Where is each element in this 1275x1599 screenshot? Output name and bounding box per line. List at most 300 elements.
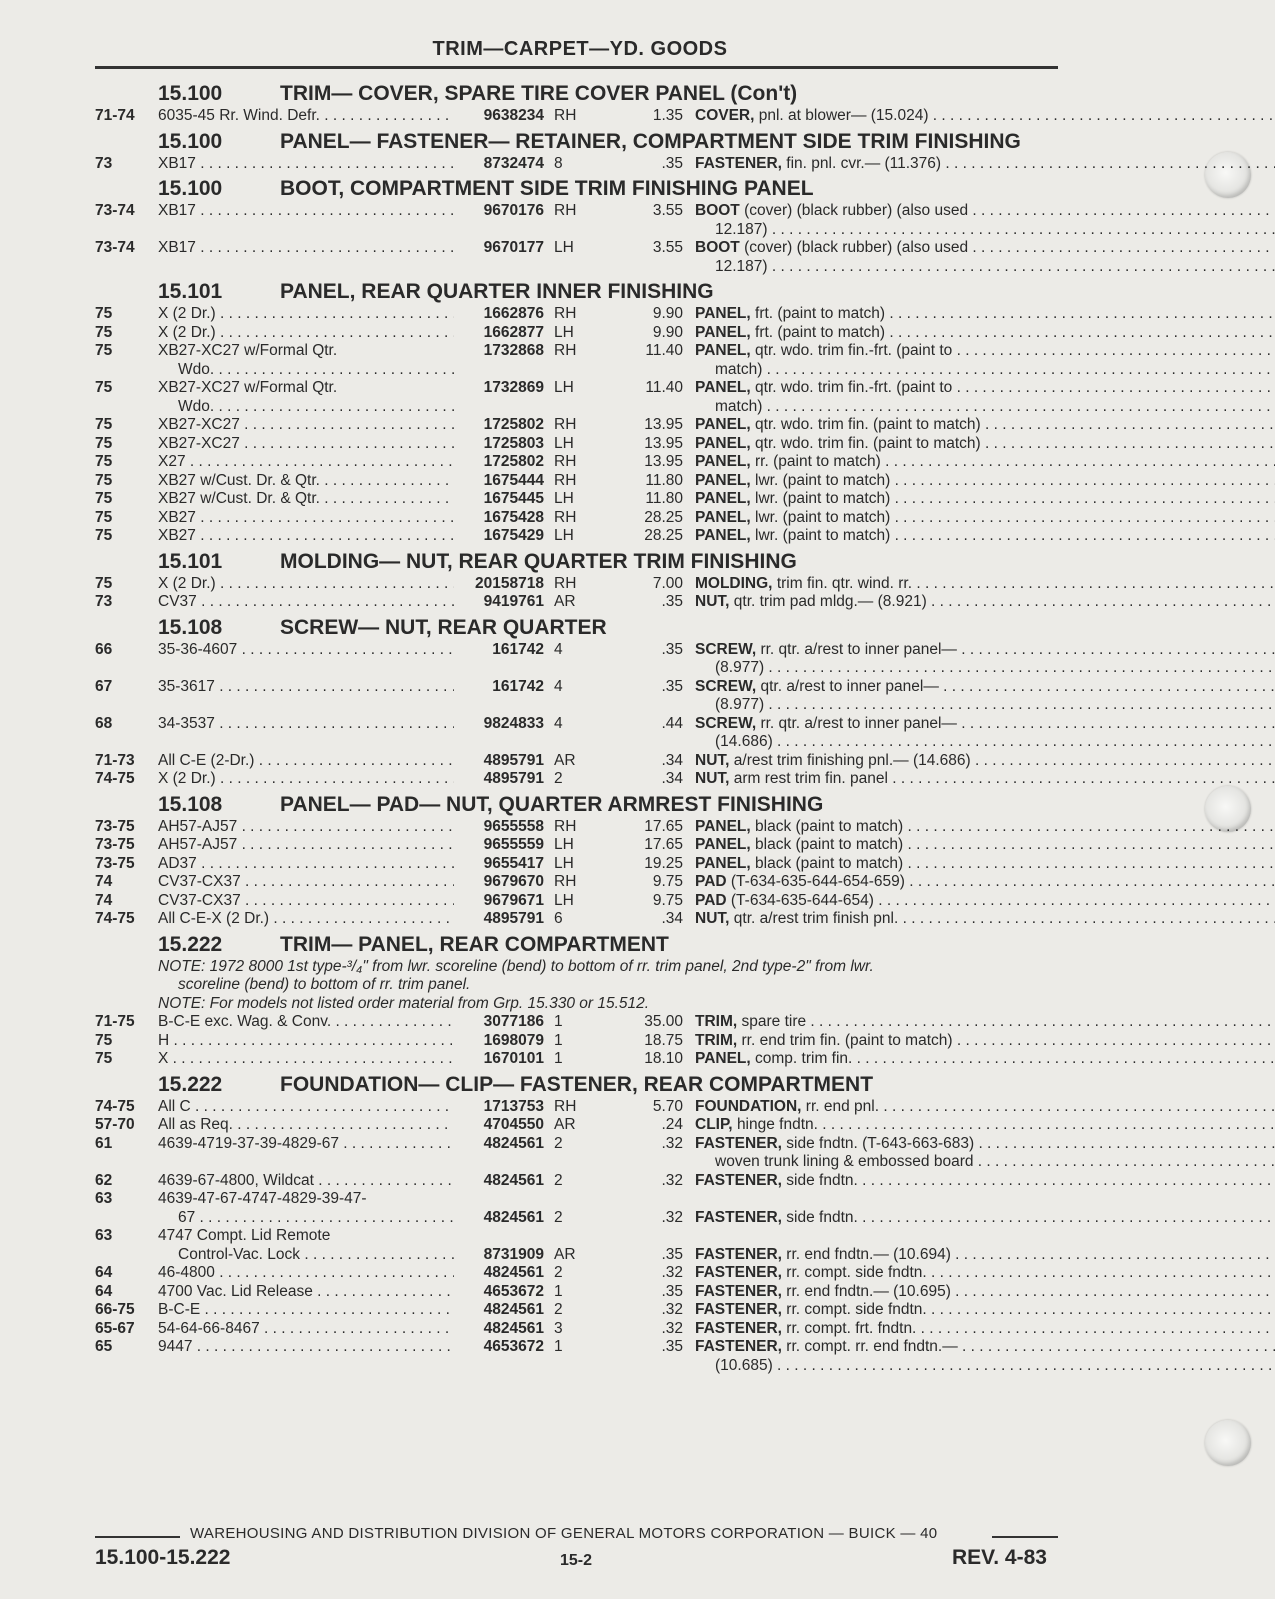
quantity-cell [550, 155, 616, 174]
price: .34 [661, 751, 683, 769]
description-line [695, 1301, 1275, 1320]
description-name: PANEL, [695, 817, 751, 835]
model-code [158, 1172, 454, 1191]
model-line: CV37 . . . [158, 593, 454, 612]
model-line: AH57-AJ57 . . . [158, 818, 454, 837]
section-number: 15.100 [158, 82, 223, 105]
description-line [695, 1116, 1275, 1135]
description [691, 873, 1275, 892]
price: 18.75 [644, 1031, 683, 1049]
model-code [158, 836, 454, 855]
model-code [158, 1098, 454, 1117]
part-number-cell [454, 305, 550, 324]
part-row [95, 575, 1058, 594]
model-year: 65-67 [95, 1319, 135, 1337]
model-code [158, 379, 454, 416]
part-number: 1732868 [483, 342, 544, 359]
description [691, 1135, 1275, 1172]
price: .44 [661, 714, 683, 732]
section-title: PANEL— FASTENER— RETAINER, COMPARTMENT SIDE TRIM FINISHING [280, 129, 1021, 153]
model-line: XB27-XC27 w/Formal Qtr. [158, 342, 338, 359]
section-number: 15.100 [158, 129, 223, 153]
description-line: (14.686) . . . [695, 733, 1275, 752]
section-note [95, 958, 1058, 995]
price: .35 [661, 1245, 683, 1263]
section-heading [95, 615, 1058, 639]
model-line: X (2 Dr.) . . . [158, 324, 454, 343]
description-line [695, 379, 1275, 398]
description-name: PANEL, [695, 323, 751, 341]
price-cell [616, 593, 691, 612]
price-cell [616, 379, 691, 416]
part-number: 4895791 [483, 910, 544, 927]
part-row [95, 435, 1058, 454]
model-code [158, 435, 454, 454]
description [691, 1338, 1275, 1375]
part-number-cell [454, 910, 550, 929]
price-cell [616, 855, 691, 874]
description-text: (cover) (black rubber) (also used [744, 239, 969, 256]
model-code [158, 1283, 454, 1302]
model-line: B-C-E . . . [158, 1301, 454, 1320]
quantity-cell [550, 107, 616, 126]
price-cell [616, 1032, 691, 1051]
description-name: SCREW, [695, 714, 757, 732]
part-number: 4653672 [483, 1338, 544, 1355]
quantity-cell [550, 1338, 616, 1375]
quantity: RH [554, 342, 577, 359]
part-number: 161742 [492, 677, 544, 695]
quantity-cell [550, 1283, 616, 1302]
description-line [695, 752, 1275, 771]
spacer [454, 1190, 544, 1209]
description-name: PANEL, [695, 471, 751, 489]
description [691, 1013, 1275, 1032]
price-cell [616, 305, 691, 324]
quantity-cell [550, 892, 616, 911]
section-title: SCREW— NUT, REAR QUARTER [280, 615, 607, 639]
model-year: 64 [95, 1264, 113, 1281]
model-code [158, 1116, 454, 1135]
part-row [95, 1338, 1058, 1375]
model-year: 71-74 [95, 107, 135, 124]
quantity-cell [550, 1264, 616, 1283]
quantity: RH [554, 574, 577, 592]
part-number-cell [454, 1098, 550, 1117]
quantity-cell [550, 342, 616, 379]
description-text: spare tire [741, 1013, 807, 1030]
model-year: 75 [95, 323, 113, 341]
model-year: 75 [95, 574, 113, 592]
description-text: (T-634-635-644-654-659) [730, 873, 905, 890]
part-number-cell [454, 1301, 550, 1320]
part-number: 1713753 [483, 1097, 544, 1115]
model-code [158, 910, 454, 929]
part-row [95, 107, 1058, 126]
model-line: CV37-CX37 . . . [158, 873, 454, 892]
part-number: 9419761 [483, 593, 544, 610]
binder-hole [1205, 1420, 1251, 1466]
part-number-cell [454, 155, 550, 174]
quantity: RH [554, 416, 577, 433]
model-code [158, 770, 454, 789]
part-row [95, 855, 1058, 874]
model-year: 75 [95, 342, 113, 359]
description-line [695, 1338, 1275, 1357]
price-cell [616, 435, 691, 454]
quantity: LH [554, 239, 574, 256]
model-line: XB27 w/Cust. Dr. & Qtr. . . . [158, 472, 454, 491]
part-number-cell [454, 1116, 550, 1135]
quantity-cell [550, 752, 616, 771]
price: .32 [661, 1208, 683, 1226]
price: .34 [661, 910, 683, 927]
description [691, 490, 1275, 509]
model-line: AH57-AJ57 . . . [158, 836, 454, 855]
price-cell [616, 1098, 691, 1117]
price: 11.40 [645, 379, 683, 396]
price: .32 [661, 1319, 683, 1337]
description [691, 379, 1275, 416]
model-code [158, 892, 454, 911]
section-title: TRIM— COVER, SPARE TIRE COVER PANEL (Con't) [280, 82, 798, 105]
description [691, 1301, 1275, 1320]
price: .32 [661, 1134, 683, 1152]
model-code [158, 107, 454, 126]
description-line [695, 1320, 1275, 1339]
section-heading [95, 282, 1058, 302]
price: .35 [661, 1338, 683, 1355]
part-number-cell [454, 752, 550, 771]
footer-rule [992, 1536, 1058, 1538]
quantity-cell [550, 855, 616, 874]
model-code [158, 1320, 454, 1339]
part-row [95, 324, 1058, 343]
price-cell [616, 1172, 691, 1191]
description-name: BOOT [695, 239, 740, 256]
price: 1.35 [652, 107, 683, 124]
model-line: 35-3617 . . . [158, 678, 454, 697]
part-number-cell [454, 855, 550, 874]
description-text: a/rest trim finishing pnl.— (14.686) [733, 751, 971, 769]
model-year: 66-75 [95, 1301, 135, 1318]
section-title: TRIM— PANEL, REAR COMPARTMENT [280, 932, 669, 956]
description-text: lwr. (paint to match) [755, 490, 891, 507]
model-year: 68 [95, 714, 113, 732]
price: 7.00 [652, 574, 683, 592]
description-text: black (paint to match) [755, 836, 904, 853]
description-line [695, 575, 1275, 594]
part-number: 9824833 [483, 714, 544, 732]
price-cell [616, 453, 691, 472]
description-name: FASTENER, [695, 1338, 782, 1355]
quantity: AR [554, 1116, 576, 1133]
model-code [158, 855, 454, 874]
part-number: 9670176 [483, 202, 544, 219]
description-name: MOLDING, [695, 574, 773, 592]
description-line [695, 1032, 1275, 1051]
model-code [158, 490, 454, 509]
description-name: PANEL, [695, 305, 751, 322]
model-code [158, 416, 454, 435]
description-text: qtr. a/rest trim finish pnl. [733, 910, 899, 927]
price: 5.70 [652, 1097, 683, 1115]
quantity: 1 [554, 1013, 563, 1030]
part-row [95, 305, 1058, 324]
description-line [695, 836, 1275, 855]
quantity-cell [550, 202, 616, 239]
description-line [695, 641, 1275, 660]
model-year: 75 [95, 490, 113, 507]
model-line: 4700 Vac. Lid Release . . . [158, 1283, 454, 1302]
part-number: 9655417 [483, 854, 544, 872]
description-text: black (paint to match) [755, 854, 904, 872]
model-year: 64 [95, 1282, 113, 1300]
model-line: AD37 . . . [158, 855, 454, 874]
model-line: XB27-XC27 . . . [158, 435, 454, 454]
section-heading [95, 1072, 1058, 1096]
part-number-cell [454, 435, 550, 454]
description-text: lwr. (paint to match) [755, 471, 891, 489]
quantity: 2 [554, 1208, 563, 1226]
quantity: LH [554, 836, 574, 853]
quantity: LH [554, 527, 574, 544]
quantity: LH [554, 323, 574, 341]
description-line [695, 509, 1275, 528]
part-number: 1662876 [483, 305, 544, 322]
spacer [695, 1227, 1275, 1246]
part-number: 1675445 [483, 490, 544, 507]
model-year: 57-70 [95, 1116, 135, 1133]
model-year: 71-73 [95, 751, 135, 769]
description-text: side fndtn. (T-643-663-683) [786, 1134, 975, 1152]
model-code [158, 155, 454, 174]
description-name: PANEL, [695, 490, 751, 507]
price-cell [616, 202, 691, 239]
description-name: PANEL, [695, 527, 751, 544]
model-code [158, 715, 454, 752]
quantity-cell [550, 472, 616, 491]
description-line [695, 892, 1275, 911]
part-row [95, 678, 1058, 715]
price: .35 [661, 154, 683, 172]
part-number-cell [454, 107, 550, 126]
part-number: 4824561 [483, 1208, 544, 1226]
part-number-cell [454, 836, 550, 855]
part-number-cell [454, 239, 550, 276]
description-name: SCREW, [695, 640, 757, 658]
part-number-cell [454, 1283, 550, 1302]
quantity-cell [550, 509, 616, 528]
model-line: 35-36-4607 . . . [158, 641, 454, 660]
price-cell [616, 575, 691, 594]
part-number: 161742 [492, 640, 544, 658]
quantity-cell [550, 715, 616, 752]
part-row [95, 527, 1058, 546]
quantity: RH [554, 453, 577, 470]
model-line: XB17 . . . [158, 155, 454, 174]
quantity-cell [550, 1190, 616, 1227]
description-text: qtr. wdo. trim fin. (paint to match) [755, 434, 981, 452]
model-year: 61 [95, 1134, 113, 1152]
description [691, 107, 1275, 126]
description-text: (cover) (black rubber) (also used [744, 202, 969, 219]
part-row [95, 1050, 1058, 1069]
description-line [695, 472, 1275, 491]
description-name: NUT, [695, 770, 730, 787]
model-year: 74 [95, 873, 113, 890]
description [691, 472, 1275, 491]
price: 17.65 [644, 836, 683, 853]
quantity-cell [550, 575, 616, 594]
part-number-cell [454, 641, 550, 678]
description-text: rr. (paint to match) [755, 453, 881, 470]
price: 19.25 [644, 854, 683, 872]
part-number-cell [454, 490, 550, 509]
part-number: 1732869 [483, 379, 544, 396]
spacer [616, 1190, 683, 1209]
description-text: side fndtn. [786, 1171, 858, 1189]
part-number: 1698079 [483, 1031, 544, 1049]
model-year: 75 [95, 471, 113, 489]
description-line [695, 910, 1275, 929]
description-text: rr. end trim fin. (paint to match) [741, 1031, 953, 1049]
part-number-cell [454, 416, 550, 435]
price: .35 [661, 640, 683, 658]
quantity: RH [554, 202, 577, 219]
price-cell [616, 490, 691, 509]
part-row [95, 1227, 1058, 1264]
price: .34 [661, 770, 683, 787]
model-year: 73-75 [95, 854, 135, 872]
model-year: 73 [95, 593, 113, 610]
model-year: 73-74 [95, 239, 135, 256]
price: 18.10 [644, 1050, 683, 1067]
model-line: XB17 . . . [158, 202, 454, 221]
description-name: PANEL, [695, 453, 751, 470]
model-year: 71-75 [95, 1013, 135, 1030]
price-cell [616, 324, 691, 343]
model-code [158, 202, 454, 239]
description-text: trim fin. qtr. wind. rr. [776, 574, 913, 592]
part-row [95, 155, 1058, 174]
description-name: FASTENER, [695, 1319, 782, 1337]
description-line [695, 416, 1275, 435]
price-cell [616, 836, 691, 855]
quantity-cell [550, 641, 616, 678]
quantity-cell [550, 1032, 616, 1051]
description-line [695, 239, 1275, 258]
part-number: 9679671 [483, 891, 544, 909]
part-number-cell [454, 202, 550, 239]
description-text: qtr. trim pad mldg.— (8.921) [733, 593, 927, 610]
quantity: 2 [554, 770, 563, 787]
model-year: 75 [95, 508, 113, 526]
description-line [695, 453, 1275, 472]
model-year: 73-75 [95, 836, 135, 853]
description [691, 770, 1275, 789]
part-number-cell [454, 575, 550, 594]
description-name: FASTENER, [695, 1171, 782, 1189]
quantity: 4 [554, 640, 563, 658]
model-code [158, 678, 454, 715]
description-name: COVER, [695, 107, 755, 124]
quantity-cell [550, 435, 616, 454]
model-code [158, 1032, 454, 1051]
model-line: All as Req. . . . [158, 1116, 454, 1135]
quantity: LH [554, 434, 574, 452]
description-text: arm rest trim fin. panel [733, 770, 888, 787]
model-line: 9447 . . . [158, 1338, 454, 1357]
part-number: 9655559 [483, 836, 544, 853]
description [691, 202, 1275, 239]
model-year: 75 [95, 1031, 113, 1049]
model-code [158, 1050, 454, 1069]
description-line: match) . . . [695, 361, 1275, 380]
quantity-cell [550, 873, 616, 892]
part-row [95, 202, 1058, 239]
price: 13.95 [644, 416, 683, 433]
model-year: 74-75 [95, 1097, 135, 1115]
description-line [695, 202, 1275, 221]
part-row [95, 910, 1058, 929]
part-number: 4824561 [483, 1264, 544, 1281]
description [691, 1264, 1275, 1283]
part-number-cell [454, 715, 550, 752]
part-row [95, 1301, 1058, 1320]
price: 28.25 [644, 527, 683, 544]
part-number: 4824561 [483, 1319, 544, 1337]
part-number: 1725802 [483, 416, 544, 433]
quantity-cell [550, 1050, 616, 1069]
model-year: 67 [95, 677, 113, 695]
part-number: 1675444 [483, 471, 544, 489]
price: 11.80 [645, 490, 683, 507]
part-number-cell [454, 1190, 550, 1227]
model-line: 4747 Compt. Lid Remote [158, 1227, 331, 1244]
description [691, 836, 1275, 855]
note-line: scoreline (bend) to bottom of rr. trim panel. [178, 976, 471, 993]
footer-revision: REV. 4-83 [952, 1546, 1047, 1569]
description-line [695, 1135, 1275, 1154]
description-text: qtr. a/rest to inner panel— [760, 677, 939, 695]
section-number: 15.222 [158, 932, 223, 956]
spacer [554, 1190, 616, 1209]
description [691, 453, 1275, 472]
quantity: LH [554, 891, 574, 909]
part-number-cell [454, 527, 550, 546]
part-number-cell [454, 1320, 550, 1339]
part-row [95, 416, 1058, 435]
description [691, 509, 1275, 528]
description-line: woven trunk lining & embossed board . . . [695, 1153, 1275, 1172]
model-year: 75 [95, 527, 113, 544]
description-name: FASTENER, [695, 1134, 782, 1152]
model-line: B-C-E exc. Wag. & Conv. . . . [158, 1013, 454, 1032]
model-line: 4639-47-67-4747-4829-39-47- [158, 1190, 367, 1207]
quantity: 4 [554, 677, 563, 695]
model-year: 75 [95, 453, 113, 470]
description-line [695, 678, 1275, 697]
description-name: PANEL, [695, 508, 751, 526]
description-line [695, 107, 1275, 126]
model-line: 4639-4719-37-39-4829-67 . . . [158, 1135, 454, 1154]
quantity: 4 [554, 714, 563, 732]
section-number: 15.101 [158, 280, 223, 303]
description-line [695, 1172, 1275, 1191]
part-number-cell [454, 1050, 550, 1069]
description-text: rr. end fndtn.— (10.694) [786, 1245, 951, 1263]
